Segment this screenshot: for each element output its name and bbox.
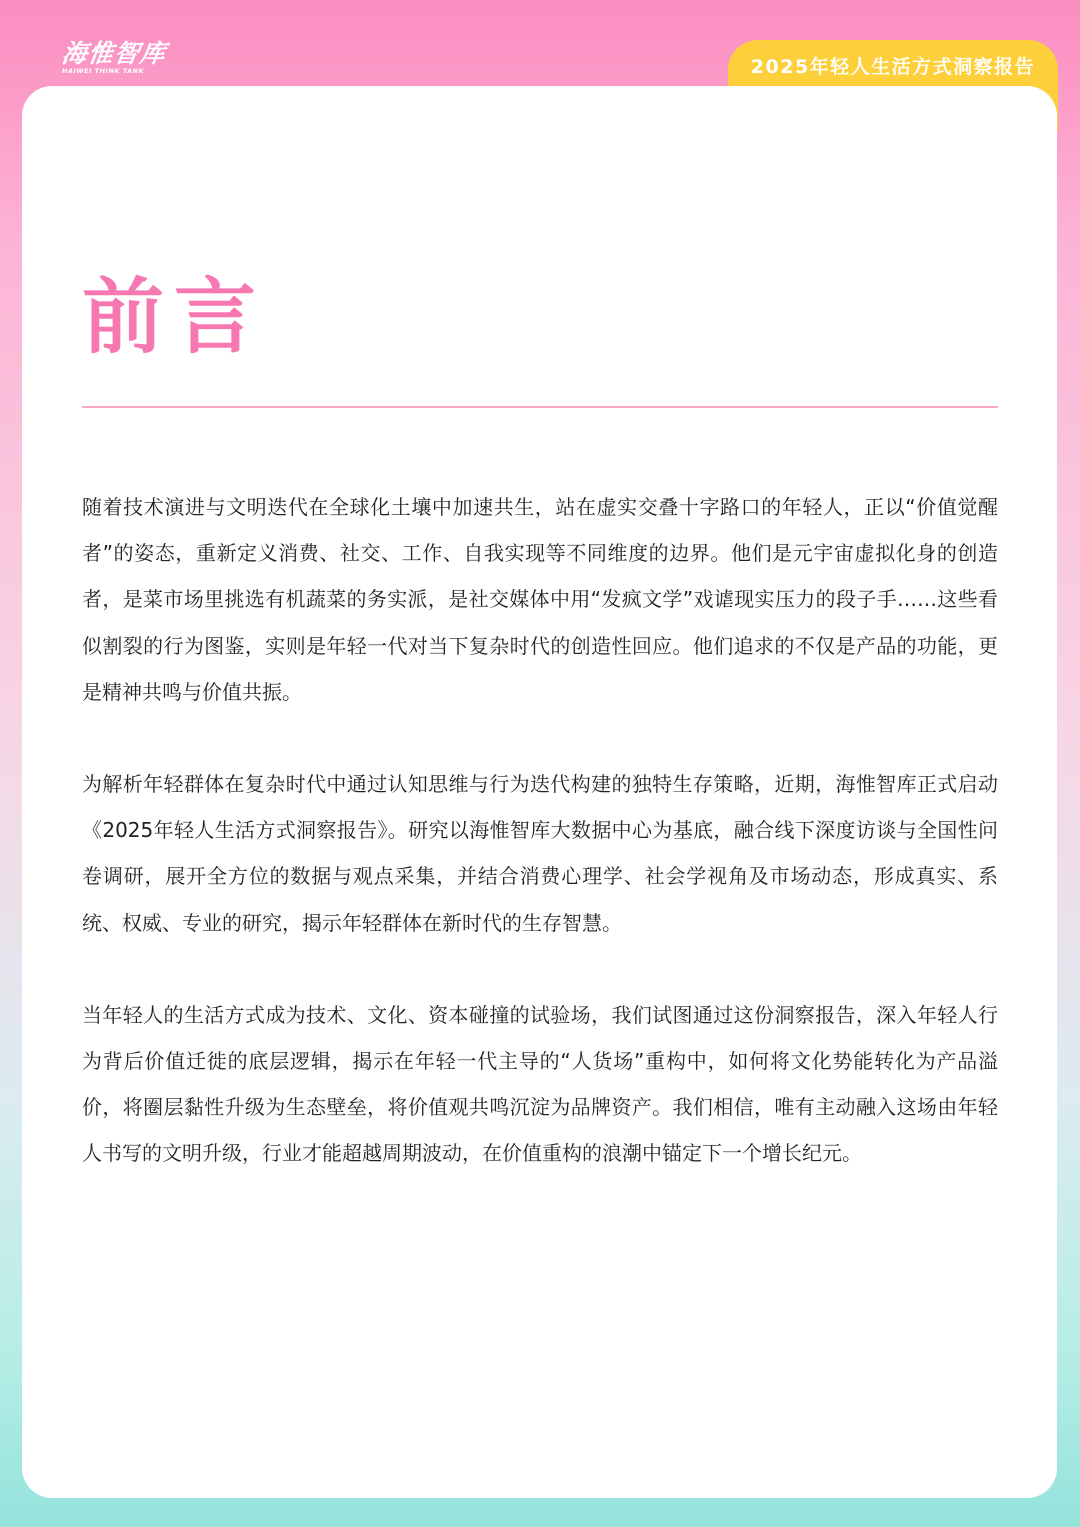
- paragraph-2: 为解析年轻群体在复杂时代中通过认知思维与行为迭代构建的独特生存策略，近期，海惟智库正式启动《2025年轻人生活方式洞察报告》。研究以海惟智库大数据中心为基底，融合线下深度访谈与全国性问卷调研，展开全方位的数据与观点采集，并结合消费心理学、社会学视角及市场动态，形成真实、系统、权威、专业的研究，揭示年轻群体在新时代的生存智慧。: [82, 772, 998, 935]
- haiwei-logo: [60, 39, 169, 75]
- paragraph-1: 随着技术演进与文明迭代在全球化土壤中加速共生，站在虚实交叠十字路口的年轻人，正以“价值觉醒者”的姿态，重新定义消费、社交、工作、自我实现等不同维度的边界。他们是元宇宙虚拟化身的创造者，是菜市场里挑选有机蔬菜的务实派，是社交媒体中用“发疯文学”戏谑现实压力的段子手……这些看似割裂的行为图鉴，实则是年轻一代对当下复杂时代的创造性回应。他们追求的不仅是产品的功能，更是精神共鸣与价值共振。: [82, 495, 998, 704]
- section-heading: 前言: [82, 270, 267, 365]
- paragraph-3: 当年轻人的生活方式成为技术、文化、资本碰撞的试验场，我们试图通过这份洞察报告，深入年轻人行为背后价值迁徙的底层逻辑，揭示在年轻一代主导的“人货场”重构中，如何将文化势能转化为产品溢价，将圈层黏性升级为生态壁垒，将价值观共鸣沉淀为品牌资产。我们相信，唯有主动融入这场由年轻人书写的文明升级，行业才能超越周期波动，在价值重构的浪潮中锚定下一个增长纪元。: [82, 1002, 998, 1166]
- body-text: [82, 484, 998, 1223]
- logo-subtitle: HAIWEI THINK TANK: [62, 67, 145, 75]
- heading-divider: [82, 406, 998, 408]
- report-title: 2025年轻人生活方式洞察报告: [750, 56, 1036, 78]
- logo-wordmark: 海惟智库: [60, 39, 169, 68]
